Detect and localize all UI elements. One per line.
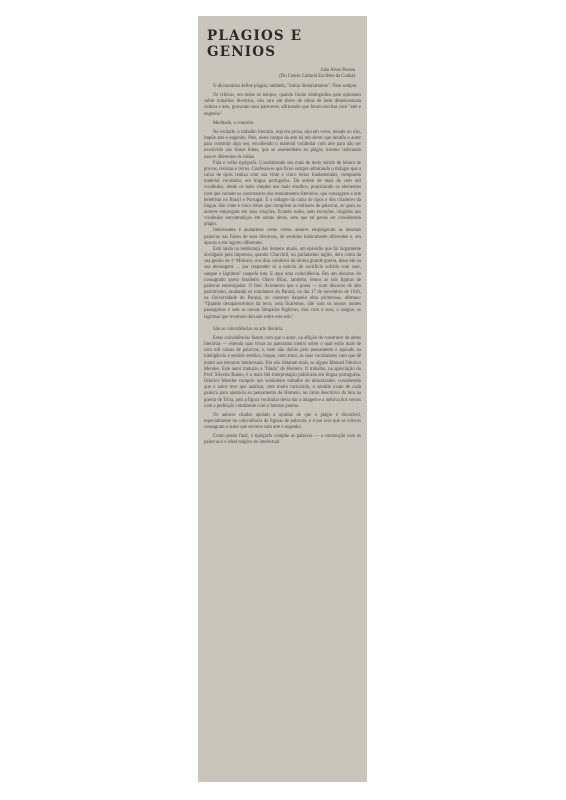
paragraph: Meditado, o conceito. bbox=[213, 120, 255, 126]
article-title: PLAGIOS E GENIOS bbox=[207, 28, 303, 60]
paragraph: Está ainda na lembrança dos homens atuais, um episódio que foi largamente divulgado pela imprensa, quando Churchill, no parlamento inglês, dera conta da sua gestão de 1º Ministro, nos dias sombrios da última grande guerra, disse ele na sua mensagem: ... por responder só a notícia do sacrifício sofrido com suor, sangue e lágrimas" naquela luta. E aqui uma coincidência. Em um discurso do consagrado poeta brasileiro Olavo Bilac, também, lemos as tais figuras de palavras entrelaçadas. O fato: Aconteceu que o poeta — num discurso de alto patriotismo, saudando os estudantes do Paraná, no dia 17 de novembro de 1916, na Universidade do Paraná, no contexto daquela obra primorosa, afirmou: "Quando desaparecermos da terra, nela ficaremos, não com os nossos nomes passageiros e sem as nossas lâmpadas fugitivas, mas com o suor, o sangue, as lágrimas que tivermos deixado sobre este solo". bbox=[204, 246, 361, 320]
author-name: João Alves Pessoa bbox=[320, 68, 355, 73]
paragraph: São as coincidências na arte literária. bbox=[213, 326, 284, 332]
paragraph: Os críticos, em todos os tempos, quando foram distinguidos para opinarem sobre trabalhos literários, não raro em tôrno de obras de bem dimensionada cultura e arte, gravaram seus pareceres, afirmando que foram escritas com "arte e engenho". bbox=[204, 93, 361, 117]
paragraph: Os autores citados apoiam a opinião de que o plágio é discutível, especialmente na coincidência de figuras de palavras, e é por isso que os críticos consagram o autor que escreve com arte e engenho. bbox=[204, 412, 361, 431]
article-body bbox=[204, 84, 361, 447]
paragraph: O dicionarista define plagiar, também, "imitar literariamente". Nem sempre. bbox=[213, 84, 358, 89]
paragraph: Interessante é anotarmos como certos autores empregaram as mesmas palavras nas frases de seus discursos, de sentidos inteiramente diferentes e, em épocas e em lugares diferentes. bbox=[204, 228, 361, 246]
paragraph: Estas coincidências fazem com que o autor, na aflição de construtor de obras literárias — estenda suas vistas ao panorama inteiro sobre o qual estão mais de cem mil caixas de palavras, e, nem não dizido pelo pensamento e apoiado na inteligência e sentido estético, buque, com amor, as suas vocabulares com que dê maior aos tesouros intelectuais. Em não faltaram mais, se alguns Manuel Odorico Mendes. Este autor traduziu a "Ilíada" de Homero. O trabalho, na apreciação do Prof. Silveira Bueno, é a mais fiel interpretação publicada em língua portuguêsa. Odorico Mendes cumpriu um verdadeiro trabalho de minorizador, considerado que o autor teve que analisar, com muito raciocínio, o sentido exato de cada palavra para ajustá-la ao pensamento de Homero, no canto descritivo da luta na guerra de Tróia, pois a figura vocabular devia dar a imagem e a métrica dos versos com a perfeição condizente com o famoso poema. bbox=[204, 335, 361, 409]
paragraph: Como ponto final, o tipógrafo compõe as palavras — a construção com as palavras é o ideal mágico do intelectual. bbox=[204, 434, 361, 446]
newspaper-clipping bbox=[198, 16, 367, 782]
byline bbox=[204, 68, 355, 80]
paragraph: Na verdade, o trabalho literário, seja em prosa, seja em verso, tenado ou não, impõe arte e engenho. Pois, neste campo da arte há um dever que desafia o autor para construir algo seu, escolhendo o material vocabular com arte para não ser envolvido nas frases feitas, que se assemelham ao plágio, mesmo indicando nascer diferentes de idéias. bbox=[204, 129, 361, 160]
author-affiliation: (Do Centro Cultural Euclides da Cunha) bbox=[279, 74, 355, 79]
paragraph: Fala o velho tipógrafo. Considerando seu mais de meio século de leitura de provas, revistas e livros. Confessa-se que ficou sempre admirando o milagre que a caixa de tipos realiza com sua vinte e cinco letras fundamentais, compondo material vocabular, em língua portuguêsa. Da ordem de mais de cem mil vocábulos, desde os mais simples aos mais eruditos, propiciando os elementos com que contam os construtores dos monumentos literários, que consagram a arte beletrista no Brasil e Portugal. É o milagre da caixa de tipos e dos criadores da língua. São vinte e cinco letras que compõem as milhares de palavras, as quais os autores empregam em suas criações, ficando todos, sem exceções, cingidos aos vocábulos encontradiços em outras obras, sem que tal pensa ser considerado plágio. bbox=[204, 160, 361, 228]
